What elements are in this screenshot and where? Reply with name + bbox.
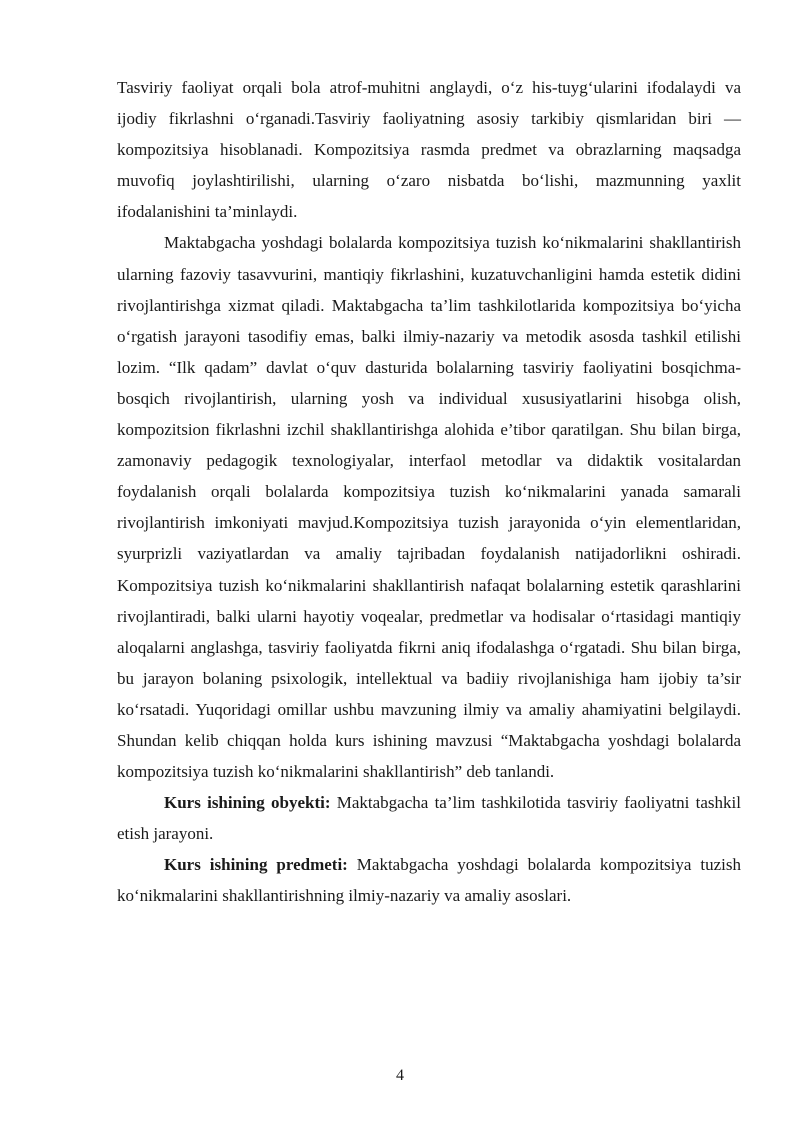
- subject-label: Kurs ishining predmeti:: [164, 855, 348, 875]
- paragraph-relevance: [117, 227, 741, 787]
- object-text: Maktabgacha ta’lim tashkilotida tasviriy faoliyatni tashkil etish jarayoni.: [117, 793, 741, 844]
- object-label: Kurs ishining obyekti:: [164, 793, 331, 813]
- page-number: 4: [396, 1067, 404, 1084]
- paragraph-subject: [117, 849, 741, 911]
- paragraph-intro: [117, 72, 741, 227]
- subject-text: Maktabgacha yoshdagi bolalarda kompozitsiya tuzish ko‘nikmalarini shakllantirishning ilmiy-nazariy va amaliy asoslari.: [117, 855, 741, 906]
- paragraph-relevance-text: Maktabgacha yoshdagi bolalarda kompozitsiya tuzish ko‘nikmalarini shakllantirish ularning fazoviy tasavvurini, mantiqiy fikrlashini, kuzatuvchanligini hamda estetik didini rivojlantirishga xizmat qiladi. Maktabgacha ta’lim tashkilotlarida kompozitsiya bo‘yicha o‘rgatish jarayoni tasodifiy emas, balki ilmiy-nazariy va metodik asosda tashkil etilishi lozim. “Ilk qadam” davlat o‘quv dasturida bolalarning tasviriy faoliyatini bosqichma-bosqich rivojlantirish, ularning yosh va individual xususiyatlarini hisobga olish, kompozitsion fikrlashni izchil shakllantirishga alohida e’tibor qaratilgan. Shu bilan birga, zamonaviy pedagogik texnologiyalar, interfaol metodlar va didaktik vositalardan foydalanish orqali bolalarda kompozitsiya tuzish ko‘nikmalarini yanada samarali rivojlantirish imkoniyati mavjud.Kompozitsiya tuzish jarayonida o‘yin elementlaridan, syurprizli vaziyatlardan va amaliy tajribadan foydalanish natijadorlikni oshiradi. Kompozitsiya tuzish ko‘nikmalarini shakllantirish nafaqat bolalarning estetik qarashlarini rivojlantiradi, balki ularni hayotiy voqealar, predmetlar va hodisalar o‘rtasidagi mantiqiy aloqalarni anglashga, tasviriy faoliyatda fikrni aniq ifodalashga o‘rgatadi. Shu bilan birga, bu jarayon bolaning psixologik, intellektual va badiiy rivojlanishiga ham ijobiy ta’sir ko‘rsatadi. Yuqoridagi omillar ushbu mavzuning ilmiy va amaliy ahamiyatini belgilaydi. Shundan kelib chiqqan holda kurs ishining mavzusi “Maktabgacha yoshdagi bolalarda kompozitsiya tuzish ko‘nikmalarini shakllantirish” deb tanlandi.: [117, 233, 741, 782]
- paragraph-object: [117, 787, 741, 849]
- paragraph-intro-text: Tasviriy faoliyat orqali bola atrof-muhitni anglaydi, o‘z his-tuyg‘ularini ifodalaydi va ijodiy fikrlashni o‘rganadi.Tasviriy faoliyatning asosiy tarkibiy qismlaridan biri — kompozitsiya hisoblanadi. Kompozitsiya rasmda predmet va obrazlarning maqsadga muvofiq joylashtirilishi, ularning o‘zaro nisbatda bo‘lishi, mazmunning yaxlit ifodalanishini ta’minlaydi.: [117, 78, 741, 222]
- document-body: [117, 72, 741, 912]
